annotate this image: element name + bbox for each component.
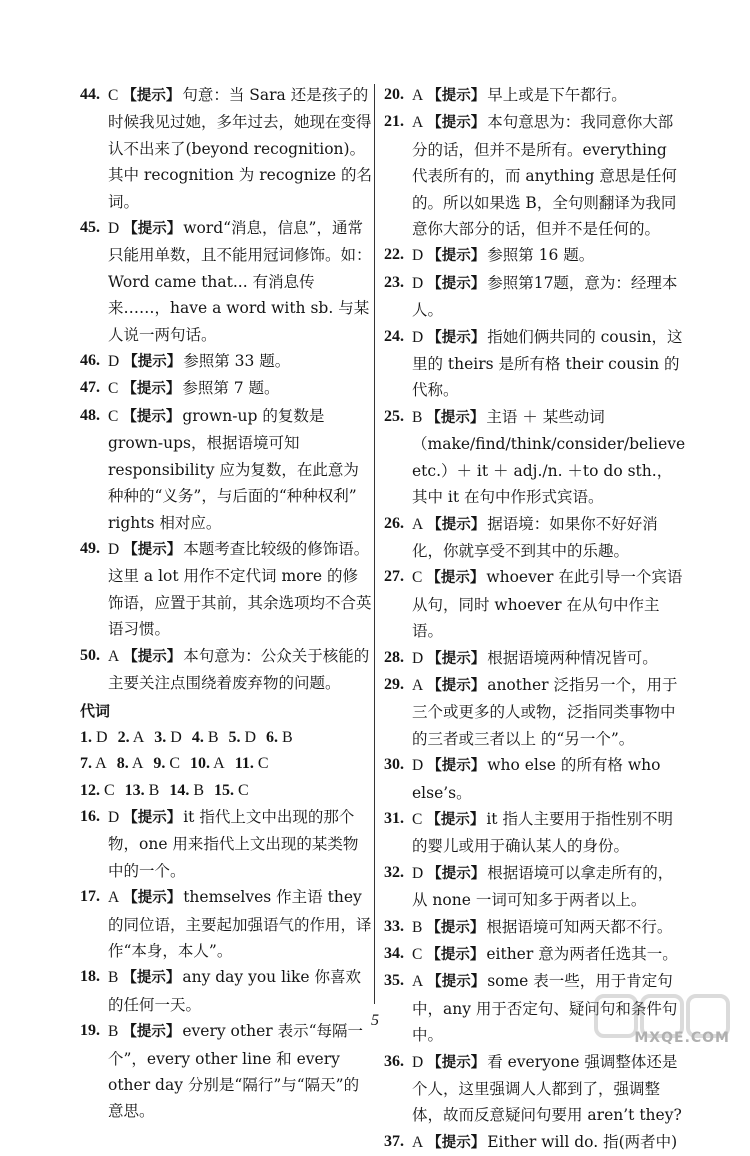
explanation-text: grown-up 的复数是 grown-ups，根据语境可知 responsibility 应为复数，在此意为种种的“义务”，与后面的“种种权利” rights 相对应。: [108, 406, 359, 532]
answer-item: [384, 511, 686, 565]
quick-answer: [125, 782, 160, 799]
hint-label: 【提示】: [123, 809, 182, 826]
explanation-text: some 表一些，用于肯定句中，any 用于否定句、疑问句和条件句中。: [412, 972, 678, 1045]
hint-label: 【提示】: [122, 1024, 181, 1041]
question-number: 18.: [80, 968, 100, 986]
answer-item: [384, 860, 686, 914]
answer-item: [384, 324, 686, 404]
answer-letter: C: [412, 946, 423, 963]
answer-letter: A: [412, 1133, 424, 1151]
answer-item: [80, 536, 372, 643]
quick-answer: [118, 729, 145, 746]
question-number: 27.: [384, 568, 404, 586]
hint-label: 【提示】: [427, 115, 486, 132]
hint-label: 【提示】: [427, 865, 486, 882]
answer-letter: D: [412, 649, 424, 667]
answer-letter: B: [412, 918, 423, 936]
question-number: 45.: [80, 219, 100, 237]
explanation-text: themselves 作主语 they 的同位语，主要起加强语气的作用，译作“本身，本人”。: [108, 888, 372, 960]
answer-letter: A: [412, 973, 424, 991]
left-column: [80, 82, 372, 1125]
answer-item: [384, 941, 686, 968]
answer-item: [384, 806, 686, 860]
answer-letter: D: [96, 728, 108, 746]
question-number: 8.: [116, 755, 129, 773]
answer-letter: A: [95, 755, 107, 773]
quick-answer-rows: [80, 725, 372, 804]
question-number: 34.: [384, 945, 404, 962]
answer-item: [384, 1129, 686, 1156]
answer-item: [384, 645, 686, 672]
quick-answer-row: [80, 778, 372, 804]
answer-letter: B: [193, 781, 205, 799]
answer-letter: D: [412, 864, 424, 882]
answer-item: [80, 884, 372, 964]
answer-item: [384, 404, 686, 511]
explanation-text: 句意：当 Sara 还是孩子的时候我见过她，多年过去，她现在变得认不出来了(beyond recognition)。其中 recognition 为 recognize 的名词。: [108, 86, 372, 211]
question-number: 19.: [80, 1022, 100, 1040]
question-number: 33.: [384, 917, 404, 935]
question-number: 4.: [191, 728, 204, 746]
answer-item: [80, 375, 372, 402]
explanation-text: 指她们俩共同的 cousin，这里的 theirs 是所有格 their cousin 的代称。: [412, 327, 683, 400]
question-number: 20.: [384, 86, 404, 103]
quick-answer: [228, 729, 256, 746]
answer-letter: D: [412, 274, 424, 292]
hint-label: 【提示】: [427, 677, 486, 694]
question-number: 35.: [384, 972, 404, 990]
explanation-text: it 指人主要用于指性别不明的婴儿或用于确认某人的身份。: [412, 809, 673, 856]
answer-letter: D: [108, 220, 120, 238]
explanation-text: whoever 在此引导一个宾语从句，同时 whoever 在从句中作主语。: [412, 568, 683, 641]
question-number: 47.: [80, 379, 100, 397]
quick-answer-row: [80, 725, 372, 751]
answer-letter: A: [412, 114, 424, 132]
quick-answer: [80, 729, 108, 746]
explanation-text: any day you like 你喜欢的任何一天。: [108, 968, 362, 1014]
hint-label: 【提示】: [427, 974, 486, 991]
answer-item: [80, 964, 372, 1018]
question-number: 11.: [234, 755, 254, 773]
hint-label: 【提示】: [122, 408, 181, 425]
answer-letter: C: [108, 87, 119, 104]
question-number: 10.: [190, 755, 211, 773]
hint-label: 【提示】: [426, 947, 485, 963]
quick-answer: [154, 729, 182, 746]
explanation-text: who else 的所有格 who else’s。: [412, 756, 661, 802]
hint-label: 【提示】: [427, 1054, 486, 1071]
hint-label: 【提示】: [426, 409, 485, 426]
answer-item: [80, 1018, 372, 1125]
explanation-text: 本题考查比较级的修饰语。这里 a lot 用作不定代词 more 的修饰语，应置于其前，其余选项均不合英语习惯。: [108, 539, 372, 639]
watermark-text: MXQE.COM: [634, 1030, 730, 1046]
hint-label: 【提示】: [427, 329, 486, 346]
answer-item: [80, 643, 372, 697]
answer-letter: D: [412, 1053, 424, 1071]
question-number: 2.: [117, 728, 130, 746]
answer-letter: D: [412, 328, 424, 346]
hint-label: 【提示】: [426, 570, 485, 587]
hint-label: 【提示】: [123, 890, 182, 907]
answer-letter: A: [108, 889, 120, 907]
question-number: 36.: [384, 1052, 404, 1070]
hint-label: 【提示】: [427, 650, 486, 667]
question-number: 28.: [384, 648, 404, 666]
quick-answer: [80, 755, 107, 772]
question-number: 32.: [384, 863, 404, 881]
question-number: 48.: [80, 406, 100, 424]
explanation-text: it 指代上文中出现的那个物，one 用来指代上文出现的某类物中的一个。: [108, 807, 359, 880]
question-number: 31.: [384, 809, 404, 827]
explanation-text: either 意为两者任选其一。: [486, 945, 678, 963]
quick-answer-row: [80, 751, 372, 777]
question-number: 23.: [384, 273, 404, 291]
explanation-text: 根据语境可以拿走所有的，从 none 一词可知多于两者以上。: [412, 863, 674, 910]
answer-item: [384, 752, 686, 806]
answer-letter: B: [207, 728, 219, 746]
question-number: 17.: [80, 888, 100, 906]
answer-letter: A: [213, 755, 225, 773]
explanation-text: Either will do. 指(两者中): [487, 1132, 678, 1151]
question-number: 24.: [384, 327, 404, 345]
answer-letter: A: [412, 676, 424, 694]
question-number: 5.: [228, 728, 241, 746]
left-items-top: [80, 82, 372, 696]
answer-letter: D: [244, 728, 257, 746]
answer-letter: D: [170, 728, 182, 746]
section-title-pronouns: 代词: [80, 702, 111, 721]
answer-letter: D: [108, 808, 120, 826]
explanation-text: every other 表示“每隔一个”，every other line 和 every other day 分别是“隔行”与“隔天”的意思。: [108, 1022, 364, 1121]
quick-answer: [80, 782, 115, 799]
explanation-text: 本句意思为：我同意你大部分的话，但并不是所有。everything 代表所有的，而 anything 意思是任何的。所以如果选 B，全句则翻译为我同意你大部分的话，但并不是任何的。: [412, 113, 677, 239]
answer-item: [384, 914, 686, 941]
explanation-text: 看 everyone 强调整体还是个人，这里强调人人都到了，强调整体，故而反意疑问句要用 aren’t they?: [412, 1052, 682, 1125]
question-number: 46.: [80, 352, 100, 370]
column-divider: [374, 84, 375, 1004]
question-number: 25.: [384, 407, 404, 425]
answer-item: [384, 242, 686, 269]
question-number: 16.: [80, 807, 100, 825]
explanation-text: 根据语境两种情况皆可。: [487, 648, 658, 667]
question-number: 14.: [169, 781, 190, 799]
answer-letter: C: [257, 755, 269, 773]
answer-letter: C: [238, 781, 249, 799]
hint-label: 【提示】: [122, 88, 181, 104]
hint-label: 【提示】: [427, 516, 486, 533]
question-number: 6.: [266, 728, 279, 746]
answer-letter: B: [108, 1023, 119, 1041]
question-number: 9.: [153, 755, 166, 773]
answer-letter: C: [108, 380, 119, 398]
hint-label: 【提示】: [427, 758, 486, 775]
hint-label: 【提示】: [122, 970, 181, 987]
hint-label: 【提示】: [426, 919, 485, 936]
explanation-text: 参照第 33 题。: [183, 352, 291, 371]
quick-answer: [190, 755, 225, 772]
quick-answer: [235, 755, 269, 772]
answer-item: [80, 82, 372, 215]
question-number: 30.: [384, 756, 404, 774]
answer-letter: D: [412, 247, 424, 265]
answer-item: [384, 564, 686, 644]
answer-letter: D: [412, 757, 424, 775]
answer-item: [384, 270, 686, 324]
question-number: 1.: [80, 728, 92, 746]
answer-letter: D: [108, 353, 120, 371]
question-number: 50.: [80, 646, 100, 664]
question-number: 37.: [384, 1132, 404, 1150]
answer-letter: A: [108, 647, 120, 665]
answer-letter: A: [412, 515, 424, 533]
answer-item: [80, 804, 372, 884]
explanation-text: word“消息，信息”，通常只能用单数，且不能用冠词修饰。如：Word came that... 有消息传来……，have a word with sb. 与某人说一两句话。: [108, 219, 372, 344]
question-number: 13.: [124, 781, 145, 799]
explanation-text: 参照第 16 题。: [487, 246, 595, 265]
answer-item: [384, 109, 686, 242]
answer-letter: C: [104, 781, 115, 799]
answer-letter: C: [108, 407, 119, 425]
answer-item: [384, 82, 686, 109]
answer-letter: D: [108, 540, 120, 558]
answer-item: [80, 215, 372, 348]
explanation-text: 早上或是下午都行。: [487, 86, 627, 104]
quick-answer: [153, 755, 180, 772]
hint-label: 【提示】: [427, 1134, 486, 1151]
quick-answer: [266, 729, 293, 746]
explanation-text: 主语 ＋ 某些动词（make/find/think/consider/believe etc.）＋ it ＋ adj./n. ＋to do sth.，其中 it 在句中作形式宾语。: [412, 407, 686, 507]
explanation-text: 据语境：如果你不好好消化，你就享受不到其中的乐趣。: [412, 514, 658, 560]
explanation-text: another 泛指另一个，用于三个或更多的人或物，泛指同类事物中的三者或三者以上 的“另一个”。: [412, 675, 678, 748]
answer-letter: C: [412, 810, 423, 828]
question-number: 49.: [80, 539, 100, 557]
question-number: 3.: [154, 728, 167, 746]
hint-label: 【提示】: [123, 354, 182, 371]
answer-letter: A: [132, 728, 145, 746]
answer-letter: B: [148, 781, 160, 799]
page-number: 5: [371, 1012, 379, 1029]
hint-label: 【提示】: [426, 811, 485, 828]
answer-letter: C: [412, 569, 423, 587]
answer-letter: A: [131, 755, 144, 773]
hint-label: 【提示】: [427, 248, 486, 265]
question-number: 22.: [384, 246, 404, 264]
answer-item: [80, 403, 372, 536]
answer-item: [384, 1049, 686, 1129]
left-items-bottom: [80, 804, 372, 1125]
question-number: 7.: [80, 755, 92, 773]
answer-letter: C: [169, 755, 181, 773]
hint-label: 【提示】: [123, 648, 182, 665]
question-number: 44.: [80, 86, 100, 103]
question-number: 21.: [384, 113, 404, 131]
answer-letter: B: [412, 408, 423, 426]
answer-item: [80, 348, 372, 375]
question-number: 15.: [214, 781, 235, 799]
hint-label: 【提示】: [122, 381, 181, 398]
hint-label: 【提示】: [427, 88, 486, 104]
explanation-text: 本句意为：公众关于核能的主要关注点围绕着废弃物的问题。: [108, 646, 370, 692]
question-number: 26.: [384, 514, 404, 532]
explanation-text: 参照第17题，意为：经理本人。: [412, 273, 678, 320]
hint-label: 【提示】: [123, 541, 182, 558]
explanation-text: 根据语境可知两天都不行。: [486, 917, 673, 936]
question-number: 12.: [80, 781, 100, 799]
answer-item: [384, 672, 686, 752]
hint-label: 【提示】: [427, 275, 486, 292]
answer-letter: A: [412, 87, 424, 104]
quick-answer: [192, 729, 219, 746]
hint-label: 【提示】: [123, 221, 182, 238]
quick-answer: [214, 782, 249, 799]
answer-letter: B: [282, 728, 293, 746]
question-number: 29.: [384, 675, 404, 693]
explanation-text: 参照第 7 题。: [182, 379, 280, 398]
quick-answer: [169, 782, 204, 799]
answer-letter: B: [108, 969, 119, 987]
quick-answer: [117, 755, 144, 772]
